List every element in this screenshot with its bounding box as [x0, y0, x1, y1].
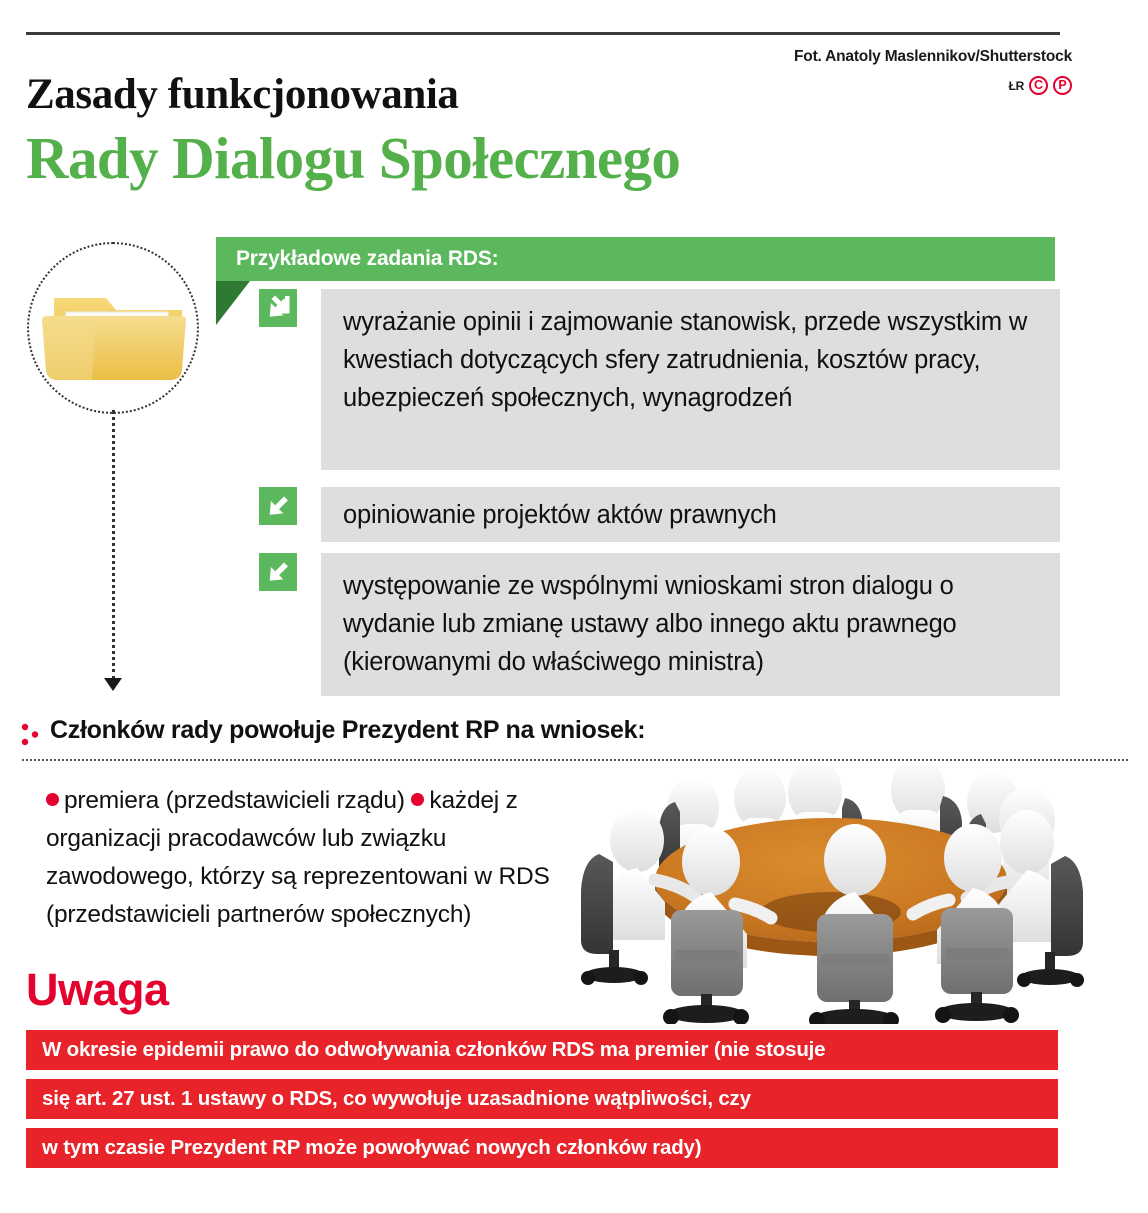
notice-title: Uwaga — [26, 964, 169, 1015]
folder-icon — [36, 284, 192, 394]
header-fold-triangle — [216, 281, 250, 325]
copyright-c-icon: C — [1029, 76, 1048, 95]
members-heading: Członków rady powołuje Prezydent RP na wniosek: — [50, 716, 646, 744]
members-body-text — [46, 782, 586, 934]
bullet-icon — [46, 793, 59, 806]
task-text: występowanie ze wspólnymi wnioskami stron dialogu o wydanie lub zmianę ustawy albo innego aktu prawnego (kierowanymi do właściwego ministra) — [343, 572, 957, 676]
photo-credit: Fot. Anatoly Maslennikov/Shutterstock — [794, 48, 1072, 65]
logo-lr-text: ŁR — [1008, 78, 1024, 93]
task-row — [259, 289, 1060, 470]
task-text-box — [321, 487, 1060, 542]
publisher-logo — [1009, 76, 1072, 95]
tasks-section-header — [216, 237, 1055, 281]
task-text: wyrażanie opinii i zajmowanie stanowisk, przede wszystkim w kwestiach dotyczących sfery zatrudnienia, kosztów pracy, ubezpieczeń społecznych, wynagrodzeń — [343, 308, 1028, 412]
task-text-box — [321, 553, 1060, 696]
member-item-1: premiera (przedstawicieli rządu) — [64, 787, 405, 814]
arrow-down-right-icon — [259, 553, 297, 591]
arrow-down-right-icon — [259, 487, 297, 525]
round-table-meeting-illustration — [575, 762, 1090, 1024]
page-title-secondary: Rady Dialogu Społecznego — [26, 125, 681, 191]
page-title-primary: Zasady funkcjonowania — [26, 71, 459, 118]
task-row — [259, 487, 1060, 542]
copyright-p-icon: P — [1053, 76, 1072, 95]
notice-line: się art. 27 ust. 1 ustawy o RDS, co wywołuje uzasadnione wątpliwości, czy — [26, 1079, 1058, 1119]
tasks-section-label: Przykładowe zadania RDS: — [236, 247, 499, 270]
notice-line: w tym czasie Prezydent RP może powoływać nowych członków rady) — [26, 1128, 1058, 1168]
connector-arrowhead-icon — [104, 678, 122, 691]
arrow-down-right-icon — [259, 289, 297, 327]
notice-line: W okresie epidemii prawo do odwoływania członków RDS ma premier (nie stosuje — [26, 1030, 1058, 1070]
task-text-box — [321, 289, 1060, 470]
bullet-icon — [411, 793, 424, 806]
task-text: opiniowanie projektów aktów prawnych — [343, 501, 777, 529]
section-dotted-divider — [22, 759, 1128, 761]
task-row — [259, 553, 1060, 696]
folder-connector-line — [112, 410, 115, 680]
member-item-2: każdej z organizacji pracodawców lub związku zawodowego, którzy są reprezentowani w RDS (przedstawicieli partnerów społecznych) — [46, 787, 550, 928]
red-dots-marker-icon — [20, 722, 42, 748]
top-divider-rule — [26, 32, 1060, 35]
